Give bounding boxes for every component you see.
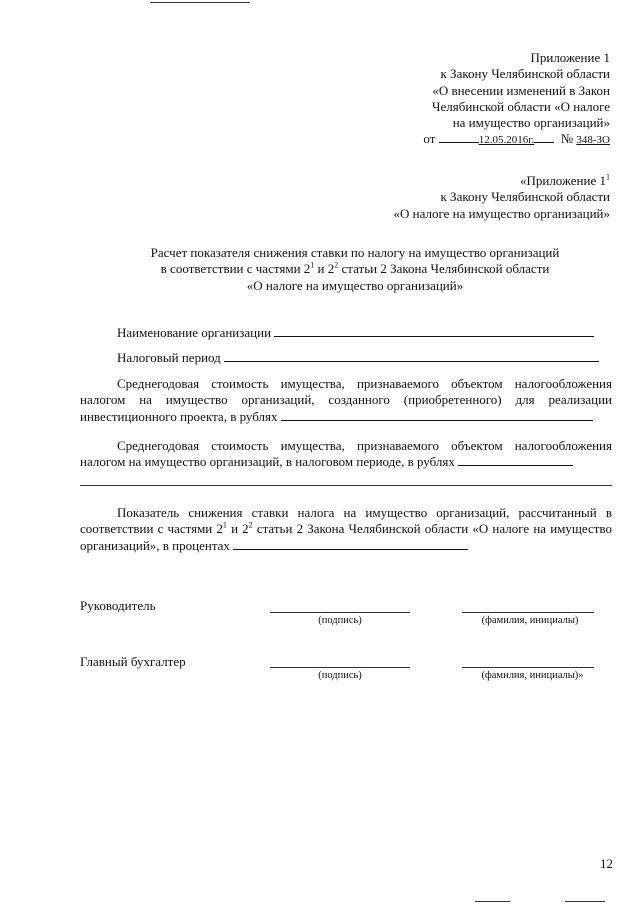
title-line-2a: в соответствии с частями 2 xyxy=(160,261,311,277)
date-value: 12.05.2016г. xyxy=(478,134,535,147)
org-name-field[interactable] xyxy=(274,325,594,337)
accountant-signature-line[interactable] xyxy=(270,667,410,668)
appendix2-line-2: к Закону Челябинской области xyxy=(440,189,610,205)
org-name-row xyxy=(117,325,612,341)
appendix-line-3: «О внесении изменений в Закон xyxy=(432,82,610,98)
avg-cost-period-paragraph xyxy=(80,438,612,471)
tax-period-label: Налоговый период xyxy=(117,350,221,365)
appendix2-line-1 xyxy=(310,173,610,189)
tax-period-field[interactable] xyxy=(224,350,599,362)
appendix-line-5: на имущество организаций» xyxy=(452,115,610,130)
title-line-2 xyxy=(80,261,630,277)
avg-cost-period-field[interactable] xyxy=(458,454,573,466)
number-prefix: № xyxy=(560,131,574,147)
tax-period-row xyxy=(117,350,612,366)
head-name-caption: (фамилия, инициалы) xyxy=(481,615,579,626)
accountant-name-caption: (фамилия, инициалы)» xyxy=(481,670,584,681)
rate-reduction-field[interactable] xyxy=(233,538,468,550)
avg-cost-investment-text: Среднегодовая стоимость имущества, признаваемого объектом налогообложения налогом на имущество организаций, созданного (приобретенного) для реализации инвестиционного проекта, в рублях xyxy=(80,376,612,424)
avg-cost-investment-field[interactable] xyxy=(281,409,593,421)
appendix-line-1: Приложение 1 xyxy=(530,50,610,65)
title-line-2b: и 2 xyxy=(314,261,335,277)
org-name-label: Наименование организации xyxy=(117,325,272,340)
title-line-3: «О налоге на имущество организаций» xyxy=(246,277,464,293)
appendix2-line-1-text: «Приложение 1 xyxy=(519,173,606,188)
title-sup-1: 1 xyxy=(310,260,315,270)
rate-reduction-sup-1: 1 xyxy=(222,520,227,530)
title-line-2c: статьи 2 Закона Челябинской области xyxy=(338,261,550,277)
avg-cost-investment-paragraph xyxy=(80,376,612,425)
appendix-block xyxy=(310,50,610,148)
appendix2-block xyxy=(310,173,610,222)
bottom-scan-line-2 xyxy=(565,901,605,902)
head-label: Руководитель xyxy=(80,598,156,613)
title-line-1: Расчет показателя снижения ставки по налогу на имущество организаций xyxy=(150,245,560,260)
accountant-signature-caption: (подпись) xyxy=(318,670,362,681)
rate-reduction-sup-2: 2 xyxy=(248,520,253,530)
rate-reduction-paragraph xyxy=(80,505,612,554)
document-title xyxy=(80,245,630,294)
number-value: 348-ЗО xyxy=(576,134,610,147)
head-name-line[interactable] xyxy=(462,612,594,613)
rate-reduction-text-b: и 2 xyxy=(226,521,249,537)
accountant-name-line[interactable] xyxy=(462,667,594,668)
title-sup-2: 2 xyxy=(334,260,339,270)
date-prefix: от xyxy=(423,131,436,147)
date-blank xyxy=(439,131,479,143)
top-scan-line xyxy=(150,2,250,3)
appendix-line-2: к Закону Челябинской области xyxy=(440,66,610,82)
appendix2-sup: 1 xyxy=(606,172,610,182)
appendix-date-line xyxy=(310,131,610,148)
date-blank-after xyxy=(534,131,554,143)
bottom-scan-line-1 xyxy=(475,901,510,902)
head-signature-line[interactable] xyxy=(270,612,410,613)
accountant-label: Главный бухгалтер xyxy=(80,654,186,669)
avg-cost-period-extra-line xyxy=(80,485,612,486)
rate-reduction-text-c: статьи 2 Закона Челябинской области «О налоге на имущество организаций», в процентах xyxy=(80,521,612,553)
head-signature-caption: (подпись) xyxy=(318,615,362,626)
page-number: 12 xyxy=(600,856,613,871)
rate-reduction-text-a: Показатель снижения ставки налога на имущество организаций, рассчитанный в соответствии с частями 2 xyxy=(80,505,612,537)
appendix-line-4: Челябинской области «О налоге xyxy=(432,98,610,114)
appendix2-line-3: «О налоге на имущество организаций» xyxy=(393,205,610,221)
avg-cost-period-text: Среднегодовая стоимость имущества, признаваемого объектом налогообложения налогом на имущество организаций, в налоговом периоде, в рублях xyxy=(80,438,612,470)
